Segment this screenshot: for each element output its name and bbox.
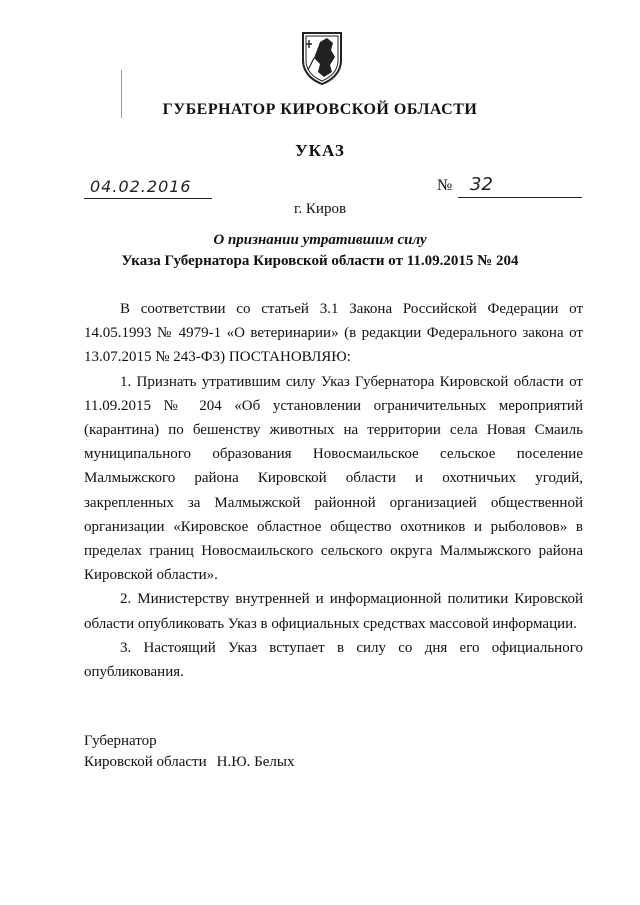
date-field [84,172,212,199]
number-field [458,170,582,198]
body-paragraph: 1. Признать утратившим силу Указ Губернатора Кировской области от 11.09.2015 № 204 «Об установлении ограничительных мероприятий (карантина) по бешенству животных на территории села Новая Смаиль муниципального образования Новосмаильское сельское поселение Малмыжского района Кировской области и охотничьих угодий, закрепленных за Малмыжской районной организацией общественной организации «Кировское областное общество охотников и рыболовов» в пределах границ Новосмаильского сельского округа Малмыжского района Кировской области». [84,373,583,584]
subject-line-1: О признании утратившим силу [213,232,427,248]
document-subject [0,230,640,272]
signature-line-2 [84,752,294,773]
document-type: УКАЗ [295,141,345,160]
signatory-name: Н.Ю. Белых [216,754,295,770]
signature-block [84,731,294,773]
subject-line-2: Указа Губернатора Кировской области от 11.09.2015 № 204 [121,253,519,269]
city: г. Киров [293,201,347,217]
organization-title: ГУБЕРНАТОР КИРОВСКОЙ ОБЛАСТИ [162,101,478,118]
document-body [84,297,583,684]
signature-title-line-2: Кировской области [84,754,207,770]
body-paragraph: В соответствии со статьей 3.1 Закона Российской Федерации от 14.05.1993 № 4979-1 «О ветеринарии» (в редакции Федерального закона от 13.07.2015 № 243-ФЗ) ПОСТАНОВЛЯЮ: [84,301,583,366]
handwritten-date: 04.02.2016 [90,177,192,196]
handwritten-number: 32 [470,174,493,195]
body-paragraph: 3. Настоящий Указ вступает в силу со дня его официального опубликования. [84,639,583,681]
number-label: № [437,177,453,194]
body-paragraph: 2. Министерству внутренней и информационной политики Кировской области опубликовать Указ в официальных средствах массовой информации. [84,591,583,632]
signature-title-line-1: Губернатор [84,733,157,749]
kirov-oblast-coat-of-arms-icon [300,30,344,86]
